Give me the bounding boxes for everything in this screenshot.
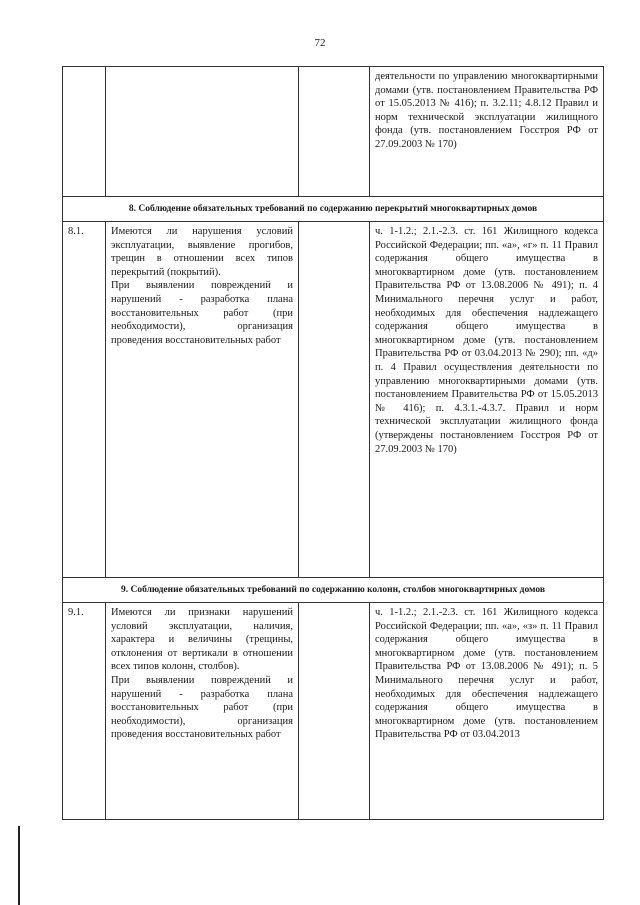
requirement-cell [106, 222, 299, 578]
empty-cell [299, 603, 370, 820]
requirement-cell [106, 603, 299, 820]
section-header-9 [63, 578, 604, 603]
requirement-action: При выявлении повреждений и нарушений - разработка плана восстановительных работ (при необходимости), организация проведения восстановительных работ [111, 674, 293, 741]
requirement-question: Имеются ли нарушения условий эксплуатации, выявление прогибов, трещин в отношении всех типов перекрытий (покрытий). [111, 226, 293, 278]
checklist-table [62, 66, 604, 820]
item-number-cell: 9.1. [63, 603, 106, 820]
item-number-cell [63, 67, 106, 197]
section-title: 8. Соблюдение обязательных требований по содержанию перекрытий многоквартирных домов [63, 197, 604, 222]
legal-references-cell: деятельности по управлению многоквартирными домами (утв. постановлением Правительства РФ от 15.05.2013 № 416); п. 3.2.11; 4.8.12 Правил и норм технической эксплуатации жилищного фонда (утв. постановлением Госстроя РФ от 27.09.2003 № 170) [370, 67, 604, 197]
requirement-question: Имеются ли признаки нарушений условий эксплуатации, наличия, характера и величины (трещины, отклонения от вертикали в отношении всех типов колонн, столбов). [111, 607, 293, 673]
item-number-cell: 8.1. [63, 222, 106, 578]
table-row-8-1 [63, 222, 604, 578]
requirement-cell [106, 67, 299, 197]
table-row-9-1 [63, 603, 604, 820]
empty-cell [299, 222, 370, 578]
legal-references-cell: ч. 1-1.2.; 2.1.-2.3. ст. 161 Жилищного кодекса Российской Федерации; пп. «а», «г» п. 11 Правил содержания общего имущества в многоквартирном доме (утв. постановлением Правительства РФ от 13.08.2006 № 491); п. 4 Минимального перечня услуг и работ, необходимых для обеспечения надлежащего содержания общего имущества в многоквартирном доме (утв. постановлением Правительства РФ от 03.04.2013 № 290); пп. «д» п. 4 Правил осуществления деятельности по управлению многоквартирными домами (утв. постановлением Правительства РФ от 15.05.2013 № 416); п. 4.3.1.-4.3.7. Правил и норм технической эксплуатации жилищного фонда (утверждены постановлением Госстроя РФ от 27.09.2003 № 170) [370, 222, 604, 578]
page-number: 72 [314, 37, 326, 49]
section-header-8 [63, 197, 604, 222]
table-row-continued [63, 67, 604, 197]
scan-edge-mark [18, 826, 20, 905]
legal-references-cell: ч. 1-1.2.; 2.1.-2.3. ст. 161 Жилищного кодекса Российской Федерации; пп. «а», «з» п. 11 Правил содержания общего имущества в многоквартирном доме (утв. постановлением Правительства РФ от 13.08.2006 № 491); п. 5 Минимального перечня услуг и работ, необходимых для обеспечения надлежащего содержания общего имущества в многоквартирном доме (утв. постановлением Правительства РФ от 03.04.2013 [370, 603, 604, 820]
section-title: 9. Соблюдение обязательных требований по содержанию колонн, столбов многоквартирных домов [63, 578, 604, 603]
requirement-action: При выявлении повреждений и нарушений - разработка плана восстановительных работ (при необходимости), организация проведения восстановительных работ [111, 280, 293, 346]
empty-cell [299, 67, 370, 197]
